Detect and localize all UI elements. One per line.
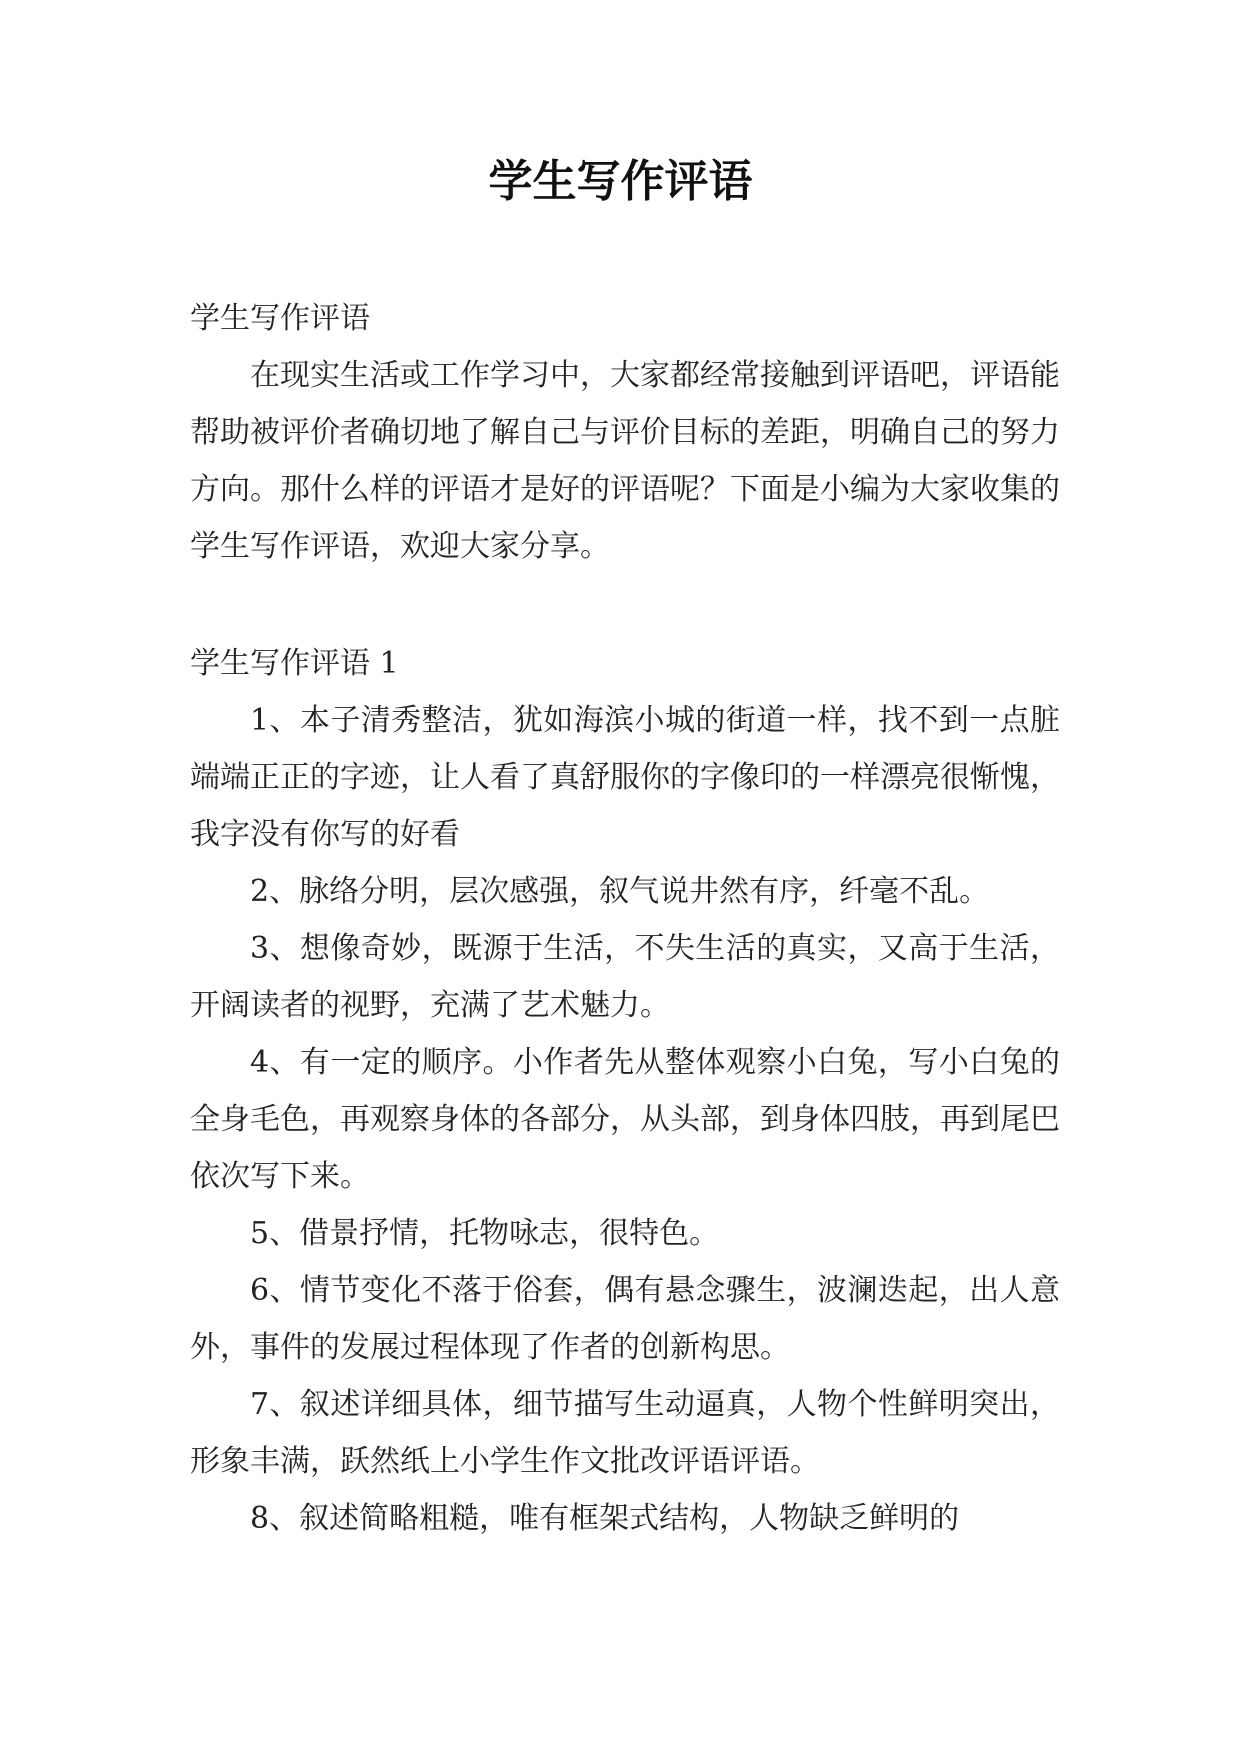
document-body	[190, 290, 1060, 1547]
section-spacer	[190, 575, 1060, 635]
intro-paragraph: 在现实生活或工作学习中，大家都经常接触到评语吧，评语能帮助被评价者确切地了解自己与评价目标的差距，明确自己的努力方向。那什么样的评语才是好的评语呢？下面是小编为大家收集的学生写作评语，欢迎大家分享。	[190, 358, 1060, 564]
comment-item-5: 5、借景抒情，托物咏志，很特色。	[250, 1216, 720, 1251]
document-subtitle: 学生写作评语	[190, 301, 370, 336]
comment-item-1: 1、本子清秀整洁，犹如海滨小城的街道一样，找不到一点脏端端正正的字迹，让人看了真舒服你的字像印的一样漂亮很惭愧，我字没有你写的好看	[190, 703, 1060, 852]
section-heading: 学生写作评语 1	[190, 646, 399, 681]
comment-item-7: 7、叙述详细具体，细节描写生动逼真，人物个性鲜明突出，形象丰满，跃然纸上小学生作文批改评语评语。	[190, 1387, 1060, 1479]
comment-item-2: 2、脉络分明，层次感强，叙气说井然有序，纤毫不乱。	[250, 874, 990, 909]
comment-item-6: 6、情节变化不落于俗套，偶有悬念骤生，波澜迭起，出人意外，事件的发展过程体现了作者的创新构思。	[190, 1273, 1060, 1365]
comment-item-4: 4、有一定的顺序。小作者先从整体观察小白兔，写小白兔的全身毛色，再观察身体的各部分，从头部，到身体四肢，再到尾巴依次写下来。	[190, 1045, 1060, 1194]
comment-item-3: 3、想像奇妙，既源于生活，不失生活的真实，又高于生活，开阔读者的视野，充满了艺术魅力。	[190, 931, 1060, 1023]
comment-item-8: 8、叙述简略粗糙，唯有框架式结构，人物缺乏鲜明的	[250, 1501, 960, 1536]
document-title: 学生写作评语	[488, 156, 753, 207]
